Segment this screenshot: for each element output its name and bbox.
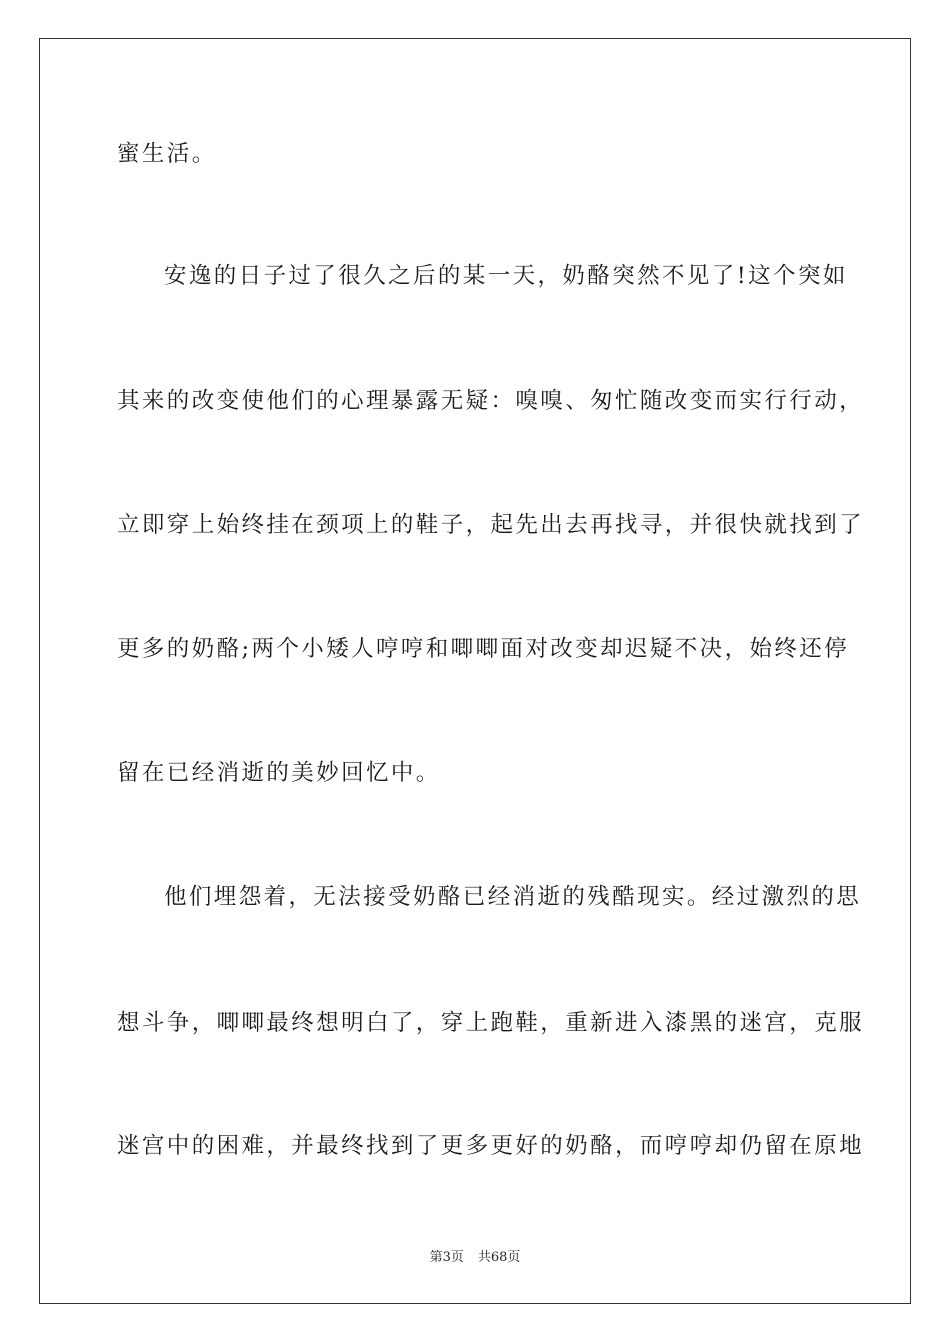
paragraph-line: 想斗争，唧唧最终想明白了，穿上跑鞋，重新进入漆黑的迷宫，克服 [117, 1010, 865, 1036]
page-border [39, 38, 911, 1304]
paragraph-line: 其来的改变使他们的心理暴露无疑：嗅嗅、匆忙随改变而实行行动， [117, 388, 865, 414]
paragraph-line: 留在已经消逝的美妙回忆中。 [117, 760, 441, 786]
page-total: 共68页 [477, 1250, 521, 1265]
paragraph-line: 立即穿上始终挂在颈项上的鞋子，起先出去再找寻，并很快就找到了 [117, 512, 865, 538]
paragraph-line: 更多的奶酪;两个小矮人哼哼和唧唧面对改变却迟疑不决，始终还停 [117, 636, 850, 662]
page-number: 第3页 [429, 1250, 464, 1265]
paragraph-line: 安逸的日子过了很久之后的某一天，奶酪突然不见了!这个突如 [164, 263, 848, 289]
page-footer [0, 1249, 950, 1267]
paragraph-line: 蜜生活。 [117, 141, 217, 167]
paragraph-line: 迷宫中的困难，并最终找到了更多更好的奶酪，而哼哼却仍留在原地 [117, 1133, 865, 1159]
paragraph-line: 他们埋怨着，无法接受奶酪已经消逝的残酷现实。经过激烈的思 [164, 884, 862, 910]
